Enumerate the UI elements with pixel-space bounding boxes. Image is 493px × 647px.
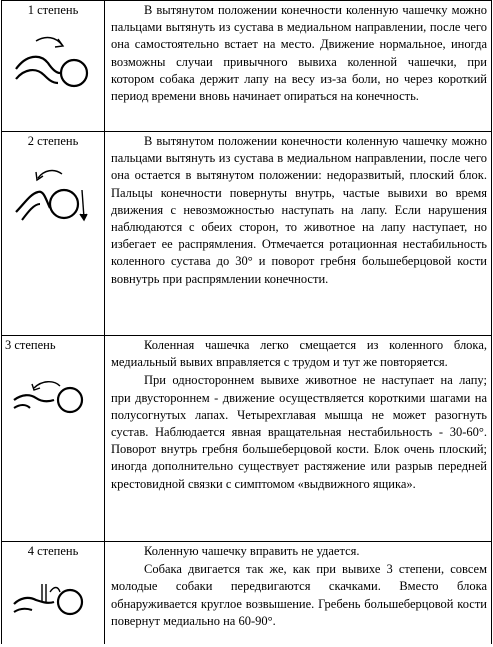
table-row	[2, 1, 492, 132]
grade-label: 2 степень	[27, 134, 79, 148]
knee-luxation-grade-1-icon	[12, 33, 92, 103]
grade-cell	[2, 336, 105, 542]
knee-luxation-grade-2-icon	[12, 164, 92, 234]
table-row	[2, 132, 492, 336]
description-cell	[105, 1, 492, 132]
grade-label: 4 степень	[27, 544, 79, 558]
description-cell	[105, 336, 492, 542]
knee-luxation-grade-3-icon	[12, 368, 92, 428]
table-row	[2, 542, 492, 645]
grade-label: 1 степень	[27, 3, 79, 17]
grade-cell	[2, 542, 105, 645]
knee-luxation-grade-4-icon	[12, 574, 92, 624]
description-paragraph: При одностороннем вывихе животное не наступает на лапу; при двустороннем - движение осуществляется короткими шагами на полусогнутых лапах. Четырехглавая мышца не может разогнуть сустав. Наблюдается явная вращательная нестабильность - 30-60°. Поворот внутрь гребня большеберцовой кости. Блок очень плоский; иногда дополнительно существует растяжение или разрыв передней крестовидной связки с симптомом «выдвижного ящика».	[111, 373, 487, 491]
description-cell	[105, 132, 492, 336]
description-paragraph: Коленную чашечку вправить не удается.	[144, 544, 360, 558]
description-paragraph: В вытянутом положении конечности коленную чашечку можно пальцами вытянуть из сустава в медиальном направлении, после чего она остается в вытянутом положении: недоразвитый, плоский блок. Пальцы конечности повернуты внутрь, частые вывихи во время движения с невозможностью наступать на лапу. Если нарушения наблюдаются с обеих сторон, то животное на лапу наступает, но избегает ее распрямления. Отмечается ротационная нестабильность коленного сустава до 30° и поворот гребня большеберцовой кости вовнутрь при распрямлении конечности.	[111, 134, 487, 286]
luxation-grades-table	[1, 0, 492, 644]
description-paragraph: В вытянутом положении конечности коленную чашечку можно пальцами вытянуть из сустава в медиальном направлении, после чего она самостоятельно встает на место. Движение нормальное, иногда возможны случаи привычного вывиха коленной чашечки, при котором собака держит лапу на весу из-за боли, но через короткий период времени вновь начинает опираться на конечность.	[111, 3, 487, 104]
description-paragraph: Коленная чашечка легко смещается из коленного блока, медиальный вывих вправляется с трудом и тут же повторяется.	[111, 338, 487, 370]
grade-cell	[2, 1, 105, 132]
grade-cell	[2, 132, 105, 336]
description-cell	[105, 542, 492, 645]
table-row	[2, 336, 492, 542]
description-paragraph: Собака двигается так же, как при вывихе 3 степени, совсем молодые собаки передвигаются скачками. Вместо блока обнаруживается круглое возвышение. Гребень большеберцовой кости повернут медиально на 60-90°.	[111, 562, 487, 628]
grade-label: 3 степень	[5, 338, 56, 352]
